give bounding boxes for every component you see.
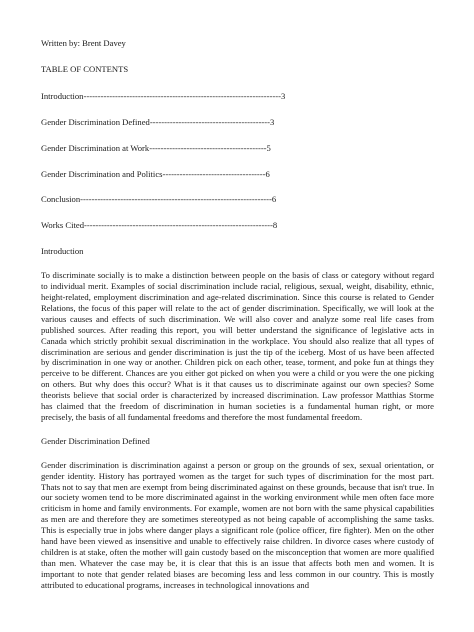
author-line: Written by: Brent Davey xyxy=(41,38,126,48)
section-heading-introduction: Introduction xyxy=(41,246,84,257)
toc-entry-conclusion: Conclusion-------------------------------------------------------------------6 xyxy=(41,194,277,205)
table-of-contents xyxy=(41,91,434,231)
toc-entry-introduction: Introduction---------------------------------------------------------------------3 xyxy=(41,90,286,101)
toc-entry-work: Gender Discrimination at Work-----------------------------------------5 xyxy=(41,142,271,153)
toc-entry-defined: Gender Discrimination Defined------------------------------------------3 xyxy=(41,116,275,127)
toc-title: TABLE OF CONTENTS xyxy=(41,63,129,74)
toc-entry-politics: Gender Discrimination and Politics------------------------------------6 xyxy=(41,168,270,179)
section-heading-defined: Gender Discrimination Defined xyxy=(41,435,150,446)
section-body-introduction: To discriminate socially is to make a distinction between people on the basis of class or category without regard to individual merit. Examples of social discrimination include racial, religious, sexual, weight, disability, ethnic, height-related, employment discrimination and age-related discrimination. Since this course is related to Gender Relations, the focus of this paper will relate to the act of gender discrimination. Specifically, we will look at the various causes and effects of such discrimination. We will also cover and analyze some real life cases from published sources. After reading this report, you will better understand the significance of legislative acts in Canada which strictly prohibit sexual discrimination in the workplace. You should also realize that all types of discrimination are serious and gender discrimination is just the tip of the iceberg. Most of us have been affected by discrimination in one way or another. Children pick on each other, tease, torment, and poke fun at things they perceive to be different. Chances are you either got picked on when you were a child or you were the one picking on others. But why does this occur? What is it that causes us to discriminate against our own species? Some theorists believe that social order is characterized by increased discrimination. Law professor Matthias Storme has claimed that the freedom of discrimination in human societies is a fundamental human right, or more precisely, the basis of all fundamental freedoms and therefore the most fundamental freedom. xyxy=(41,270,434,422)
section-body-defined: Gender discrimination is discrimination against a person or group on the grounds of sex, sexual orientation, or gender identity. History has portrayed women as the target for such types of discrimination for the most part. Thats not to say that men are exempt from being discriminated against on these grounds, because that isn't true. In our society women tend to be more discriminated against in the working environment while men often face more criticism in home and family environments. For example, women are not born with the same physical capabilities as men are and therefore they are sometimes stereotyped as not being capable of accomplishing the same tasks. This is especially true in jobs where danger plays a significant role (police officer, fire fighter). Men on the other hand have been viewed as insensitive and unable to effectively raise children. In divorce cases where custody of children is at stake, often the mother will gain custody based on the misconception that women are more qualified than men. Whatever the case may be, it is clear that this is an issue that affects both men and women. It is important to note that gender related biases are becoming less and less common in our country. This is mostly attributed to educational programs, increases in technological innovations and xyxy=(41,459,434,590)
toc-entry-works-cited: Works Cited------------------------------------------------------------------8 xyxy=(41,220,278,231)
